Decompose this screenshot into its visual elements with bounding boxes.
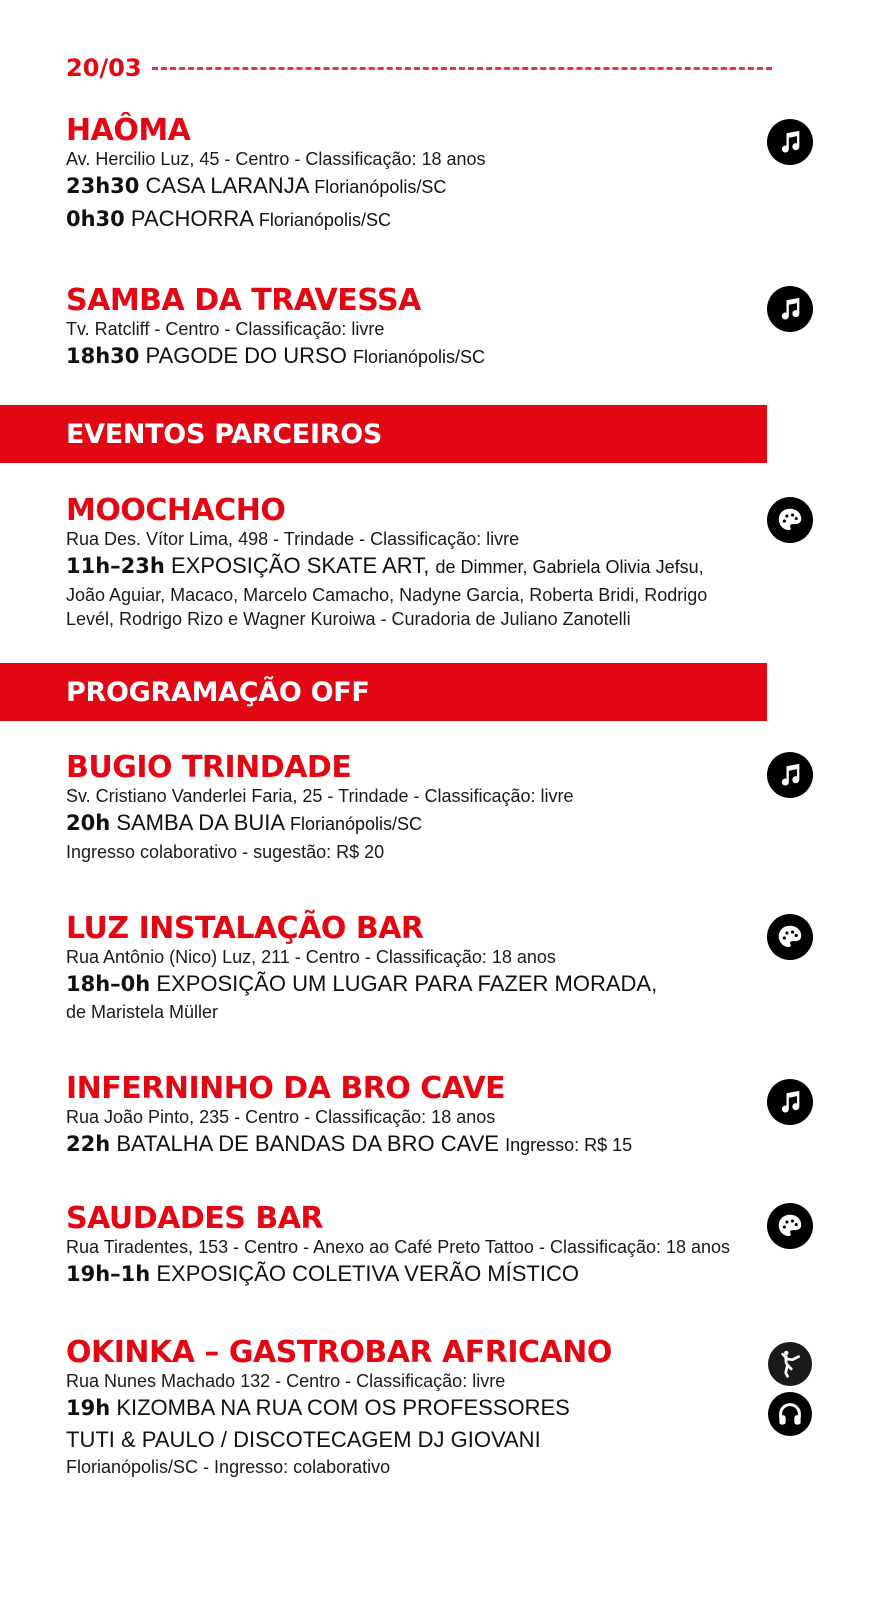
dashed-divider xyxy=(152,67,772,70)
music-note-icon xyxy=(767,119,813,165)
event-line xyxy=(66,968,756,1000)
palette-icon xyxy=(767,497,813,543)
venue-name: LUZ INSTALAÇÃO BAR xyxy=(66,911,424,946)
venue-name: BUGIO TRINDADE xyxy=(66,750,352,785)
event-time: 18h30 xyxy=(66,344,140,368)
venue-inferninho-da-bro-cave xyxy=(66,1072,756,1161)
section-header-eventos-parceiros xyxy=(0,405,767,463)
venue-okinka-gastrobar-africano xyxy=(66,1336,756,1479)
venue-address: Rua Tiradentes, 153 - Centro - Anexo ao Café Preto Tattoo - Classificação: 18 anos xyxy=(66,1237,731,1257)
event-line xyxy=(66,1392,756,1424)
venue-address: Sv. Cristiano Vanderlei Faria, 25 - Trindade - Classificação: livre xyxy=(66,786,574,806)
venue-address: Tv. Ratcliff - Centro - Classificação: livre xyxy=(66,319,385,339)
event-line xyxy=(66,170,756,203)
date-header xyxy=(66,50,766,86)
venue-samba-da-travessa xyxy=(66,284,756,373)
venue-luz-instalacao-bar xyxy=(66,912,756,1024)
date-label: 20/03 xyxy=(66,54,142,82)
event-title: SAMBA DA BUIA xyxy=(116,810,284,835)
event-title: CASA LARANJA xyxy=(145,173,309,198)
venue-name: INFERNINHO DA BRO CAVE xyxy=(66,1071,506,1106)
event-note: Levél, Rodrigo Rizo e Wagner Kuroiwa - Curadoria de Juliano Zanotelli xyxy=(66,609,631,629)
event-time: 18h–0h xyxy=(66,972,151,996)
event-title: EXPOSIÇÃO UM LUGAR PARA FAZER MORADA, xyxy=(156,971,658,996)
dancer-icon xyxy=(768,1342,812,1386)
palette-icon xyxy=(767,914,813,960)
event-note: de Maristela Müller xyxy=(66,1002,219,1022)
venue-name: OKINKA – GASTROBAR AFRICANO xyxy=(66,1335,612,1370)
venue-bugio-trindade xyxy=(66,751,756,864)
event-line xyxy=(66,1258,756,1290)
event-extra: de Dimmer, Gabriela Olivia Jefsu, xyxy=(435,557,704,577)
event-title: PAGODE DO URSO xyxy=(145,343,347,368)
venue-name: MOOCHACHO xyxy=(66,493,286,528)
event-line xyxy=(66,1128,756,1161)
headphones-icon xyxy=(768,1392,812,1436)
venue-name: SAUDADES BAR xyxy=(66,1201,324,1236)
event-note: Ingresso colaborativo - sugestão: R$ 20 xyxy=(66,842,385,862)
event-title: KIZOMBA NA RUA COM OS PROFESSORES xyxy=(116,1395,570,1420)
event-extra: Florianópolis/SC xyxy=(258,210,391,230)
music-note-icon xyxy=(767,752,813,798)
venue-moochacho xyxy=(66,494,756,631)
venue-saudades-bar xyxy=(66,1202,756,1290)
venue-address: Rua João Pinto, 235 - Centro - Classificação: 18 anos xyxy=(66,1107,496,1127)
event-extra: Ingresso: R$ 15 xyxy=(505,1135,633,1155)
event-extra: Florianópolis/SC xyxy=(289,814,423,834)
event-line xyxy=(66,203,756,236)
event-title: BATALHA DE BANDAS DA BRO CAVE xyxy=(116,1131,499,1156)
palette-icon xyxy=(767,1203,813,1249)
section-title: EVENTOS PARCEIROS xyxy=(66,418,382,450)
event-line xyxy=(66,807,756,840)
venue-address: Rua Antônio (Nico) Luz, 211 - Centro - Classificação: 18 anos xyxy=(66,947,556,967)
event-time: 23h30 xyxy=(66,174,140,198)
section-header-programacao-off xyxy=(0,663,767,721)
music-note-icon xyxy=(767,286,813,332)
event-note: João Aguiar, Macaco, Marcelo Camacho, Nadyne Garcia, Roberta Bridi, Rodrigo xyxy=(66,585,708,605)
event-line xyxy=(66,550,756,583)
event-time: 19h–1h xyxy=(66,1262,151,1286)
event-time: 0h30 xyxy=(66,207,125,231)
event-line xyxy=(66,340,756,373)
event-extra: Florianópolis/SC xyxy=(352,347,486,367)
venue-name: SAMBA DA TRAVESSA xyxy=(66,283,421,318)
event-title: EXPOSIÇÃO SKATE ART, xyxy=(170,553,430,578)
music-note-icon xyxy=(767,1079,813,1125)
event-title: PACHORRA xyxy=(130,206,253,231)
section-title: PROGRAMAÇÃO OFF xyxy=(66,676,370,708)
event-extra: Florianópolis/SC xyxy=(314,177,447,197)
event-time: 11h–23h xyxy=(66,554,165,578)
event-title-continuation: TUTI & PAULO / DISCOTECAGEM DJ GIOVANI xyxy=(66,1427,541,1452)
venue-address: Rua Des. Vítor Lima, 498 - Trindade - Classificação: livre xyxy=(66,529,520,549)
event-note: Florianópolis/SC - Ingresso: colaborativo xyxy=(66,1457,391,1477)
venue-haoma xyxy=(66,114,756,236)
event-time: 22h xyxy=(66,1132,111,1156)
venue-address: Av. Hercilio Luz, 45 - Centro - Classificação: 18 anos xyxy=(66,149,486,169)
event-time: 20h xyxy=(66,811,111,835)
venue-name: HAÔMA xyxy=(66,113,191,148)
venue-address: Rua Nunes Machado 132 - Centro - Classificação: livre xyxy=(66,1371,506,1391)
event-title: EXPOSIÇÃO COLETIVA VERÃO MÍSTICO xyxy=(156,1261,579,1286)
event-time: 19h xyxy=(66,1396,111,1420)
